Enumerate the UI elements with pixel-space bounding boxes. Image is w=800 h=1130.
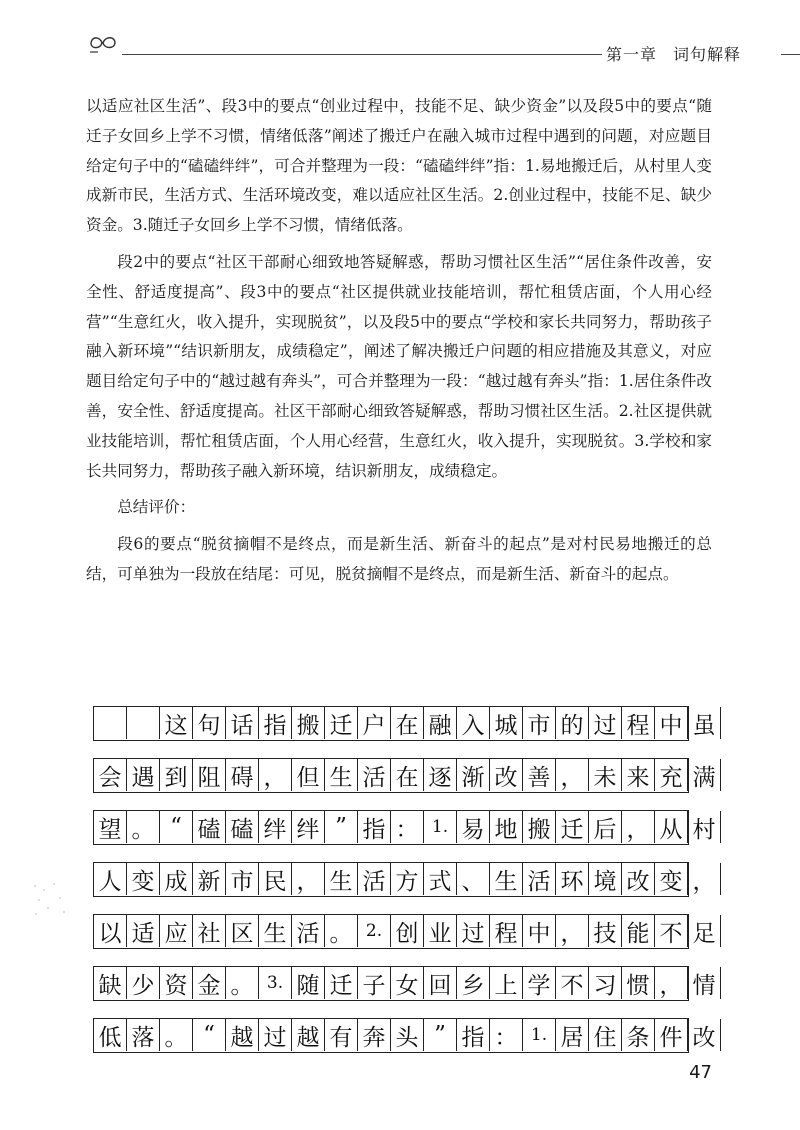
grid-cell: 程 [490, 915, 523, 947]
grid-cell: 绊 [259, 811, 292, 843]
grid-cell: 活 [358, 863, 391, 895]
grid-cell: 磕 [193, 811, 226, 843]
grid-cell: 中 [523, 915, 556, 947]
grid-cell: 程 [622, 707, 655, 739]
grid-cell: 地 [490, 811, 523, 843]
grid-cell: 资 [160, 967, 193, 999]
grid-cell: 城 [490, 707, 523, 739]
grid-cell: 改 [490, 759, 523, 791]
grid-cell: 在 [391, 707, 424, 739]
grid-cell: 生 [325, 863, 358, 895]
paragraph-summary: 段6的要点“脱贫摘帽不是终点，而是新生活、新奋斗的起点”是对村民易地搬迁的总结，可单独为一段放在结尾：可见，脱贫摘帽不是终点，而是新生活、新奋斗的起点。 [86, 535, 712, 583]
grid-cell: 低 [94, 1019, 127, 1051]
grid-cell: 有 [325, 1019, 358, 1051]
grid-cell: 环 [556, 863, 589, 895]
grid-cell: 改 [622, 863, 655, 895]
grid-cell: 缺 [94, 967, 127, 999]
grid-cell: 习 [589, 967, 622, 999]
grid-cell: 磕 [226, 811, 259, 843]
grid-cell: 区 [226, 915, 259, 947]
grid-cell: 子 [358, 967, 391, 999]
grid-cell: 金 [193, 967, 226, 999]
grid-cell: 改 [688, 1019, 721, 1051]
grid-cell: 1. [424, 811, 457, 843]
grid-cell: 市 [226, 863, 259, 895]
grid-cell: 。 [127, 811, 160, 843]
grid-row [93, 966, 716, 1001]
grid-cell: 适 [127, 915, 160, 947]
grid-cell: 过 [589, 707, 622, 739]
grid-cell: ， [292, 863, 325, 895]
grid-cell: 后 [589, 811, 622, 843]
grid-cell: 虽 [688, 707, 721, 739]
grid-cell: 少 [127, 967, 160, 999]
body-text [86, 92, 712, 590]
grid-cell: 应 [160, 915, 193, 947]
grid-cell: 头 [391, 1019, 424, 1051]
grid-cell [94, 707, 127, 739]
grid-cell: 过 [457, 915, 490, 947]
grid-cell: ” [424, 1019, 457, 1051]
grid-cell: 到 [160, 759, 193, 791]
grid-cell: 过 [259, 1019, 292, 1051]
grid-cell: 迁 [325, 707, 358, 739]
page-header [86, 24, 742, 72]
grid-cell: 上 [490, 967, 523, 999]
grid-cell: 搬 [292, 707, 325, 739]
grid-cell: 满 [688, 759, 721, 791]
grid-cell: 这 [160, 707, 193, 739]
grid-cell: 民 [259, 863, 292, 895]
grid-cell: ： [490, 1019, 523, 1051]
grid-row [93, 914, 716, 949]
grid-cell: 生 [325, 759, 358, 791]
grid-cell: 、 [457, 863, 490, 895]
grid-cell: 生 [259, 915, 292, 947]
grid-cell: 迁 [556, 811, 589, 843]
grid-cell: 市 [523, 707, 556, 739]
grid-cell: ： [391, 811, 424, 843]
grid-cell: ， [556, 915, 589, 947]
grid-cell: ， [655, 967, 688, 999]
grid-cell: 句 [193, 707, 226, 739]
grid-cell: 来 [622, 759, 655, 791]
grid-cell: ， [259, 759, 292, 791]
grid-cell: 新 [193, 863, 226, 895]
grid-cell: 阻 [193, 759, 226, 791]
grid-cell: 。 [325, 915, 358, 947]
grid-cell: 越 [292, 1019, 325, 1051]
grid-row [93, 1018, 716, 1053]
grid-cell: 居 [556, 1019, 589, 1051]
grid-cell: 活 [292, 915, 325, 947]
grid-cell: 但 [292, 759, 325, 791]
grid-cell: 中 [655, 707, 688, 739]
grid-cell: 技 [589, 915, 622, 947]
grid-row [93, 862, 716, 897]
grid-cell: 村 [688, 811, 721, 843]
grid-cell: 惯 [622, 967, 655, 999]
grid-cell: 1. [523, 1019, 556, 1051]
paragraph-continued: 以适应社区生活”、段3中的要点“创业过程中，技能不足、缺少资金”以及段5中的要点“随迁子女回乡上学不习惯，情绪低落”阐述了搬迁户在融入城市过程中遇到的问题，对应题目给定句子中的“磕磕绊绊”，可合并整理为一段：“磕磕绊绊”指：1.易地搬迁后，从村里人变成新市民，生活方式、生活环境改变，难以适应社区生活。2.创业过程中，技能不足、缺少资金。3.随迁子女回乡上学不习惯，情绪低落。 [86, 97, 712, 235]
grid-cell: 充 [655, 759, 688, 791]
grid-cell: 户 [358, 707, 391, 739]
grid-cell: 3. [259, 967, 292, 999]
grid-cell: 越 [226, 1019, 259, 1051]
grid-cell: “ [160, 811, 193, 843]
grid-cell: 望 [94, 811, 127, 843]
grid-cell: 融 [424, 707, 457, 739]
grid-cell: 。 [226, 967, 259, 999]
double-leaf-icon [88, 32, 118, 54]
grid-cell: 遇 [127, 759, 160, 791]
header-rule-left [122, 54, 602, 55]
page-number: 47 [689, 1062, 712, 1083]
grid-cell: 情 [688, 967, 721, 999]
grid-cell: 在 [391, 759, 424, 791]
grid-cell: ” [325, 811, 358, 843]
grid-cell: 住 [589, 1019, 622, 1051]
grid-cell: 指 [259, 707, 292, 739]
grid-cell: 境 [589, 863, 622, 895]
grid-cell: 随 [292, 967, 325, 999]
summary-heading: 总结评价： [117, 498, 196, 517]
grid-row [93, 810, 716, 845]
grid-cell: 绊 [292, 811, 325, 843]
grid-cell: 落 [127, 1019, 160, 1051]
grid-cell: 迁 [325, 967, 358, 999]
grid-cell: 逐 [424, 759, 457, 791]
grid-cell: 件 [655, 1019, 688, 1051]
grid-cell: 创 [391, 915, 424, 947]
grid-cell: 变 [655, 863, 688, 895]
grid-cell [127, 707, 160, 739]
grid-cell: 奔 [358, 1019, 391, 1051]
grid-cell: 未 [589, 759, 622, 791]
grid-cell: 生 [490, 863, 523, 895]
grid-cell: 活 [523, 863, 556, 895]
grid-cell: 成 [160, 863, 193, 895]
grid-cell: 不 [556, 967, 589, 999]
grid-cell: 学 [523, 967, 556, 999]
grid-cell: 人 [94, 863, 127, 895]
grid-cell: 指 [358, 811, 391, 843]
grid-cell: 从 [655, 811, 688, 843]
grid-cell: 不 [655, 915, 688, 947]
grid-cell: ， [556, 759, 589, 791]
grid-cell: 活 [358, 759, 391, 791]
grid-cell: 以 [94, 915, 127, 947]
grid-cell: 碍 [226, 759, 259, 791]
grid-cell: 女 [391, 967, 424, 999]
grid-cell: 2. [358, 915, 391, 947]
grid-cell: 指 [457, 1019, 490, 1051]
chapter-title: 词句解释 [673, 45, 742, 64]
answer-grid [93, 706, 716, 1070]
grid-cell: 。 [160, 1019, 193, 1051]
grid-cell: 的 [556, 707, 589, 739]
grid-cell: 入 [457, 707, 490, 739]
grid-cell: 会 [94, 759, 127, 791]
grid-cell: ， [688, 863, 721, 895]
grid-cell: 搬 [523, 811, 556, 843]
grid-cell: 回 [424, 967, 457, 999]
grid-cell: 条 [622, 1019, 655, 1051]
grid-row [93, 758, 716, 793]
grid-cell: 变 [127, 863, 160, 895]
grid-cell: “ [193, 1019, 226, 1051]
chapter-heading [606, 42, 741, 65]
grid-cell: 易 [457, 811, 490, 843]
header-rule-right [781, 54, 800, 55]
grid-cell: ， [622, 811, 655, 843]
grid-cell: 渐 [457, 759, 490, 791]
grid-cell: 话 [226, 707, 259, 739]
grid-cell: 式 [424, 863, 457, 895]
grid-cell: 善 [523, 759, 556, 791]
grid-cell: 业 [424, 915, 457, 947]
scan-speckle [30, 880, 70, 920]
grid-row [93, 706, 716, 741]
grid-cell: 乡 [457, 967, 490, 999]
grid-cell: 方 [391, 863, 424, 895]
grid-cell: 足 [688, 915, 721, 947]
grid-cell: 社 [193, 915, 226, 947]
grid-cell: 能 [622, 915, 655, 947]
paragraph-measures: 段2中的要点“社区干部耐心细致地答疑解惑，帮助习惯社区生活”“居住条件改善，安全性、舒适度提高”、段3中的要点“社区提供就业技能培训，帮忙租赁店面，个人用心经营”“生意红火，收入提升，实现脱贫”，以及段5中的要点“学校和家长共同努力，帮助孩子融入新环境”“结识新朋友，成绩稳定”，阐述了解决搬迁户问题的相应措施及其意义，对应题目给定句子中的“越过越有奔头”，可合并整理为一段：“越过越有奔头”指：1.居住条件改善，安全性、舒适度提高。社区干部耐心细致答疑解惑，帮助习惯社区生活。2.社区提供就业技能培训，帮忙租赁店面，个人用心经营，生意红火，收入提升，实现脱贫。3.学校和家长共同努力，帮助孩子融入新环境，结识新朋友，成绩稳定。 [86, 252, 712, 480]
chapter-label: 第一章 [606, 45, 658, 64]
